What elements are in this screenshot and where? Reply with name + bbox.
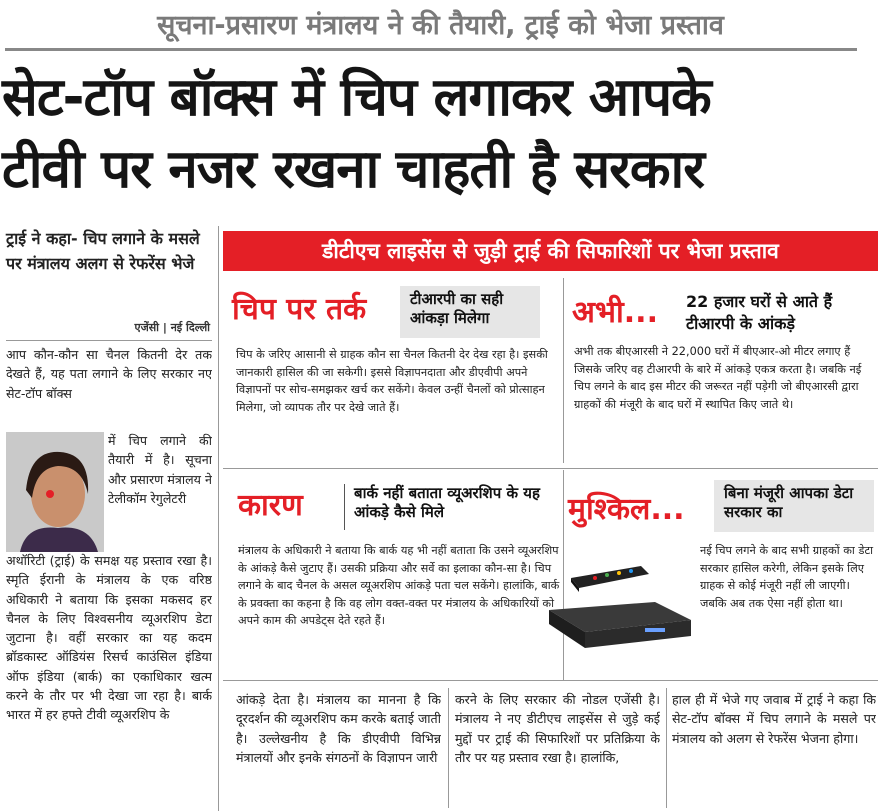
box-divider-top (563, 278, 564, 463)
column-divider-2 (448, 688, 449, 808)
box-karan-label: कारण (238, 488, 303, 523)
box-tark-subhead-bg (400, 286, 540, 338)
box-abhi-label: अभी... (572, 295, 658, 330)
box-karan-separator (344, 484, 345, 530)
box-abhi-text: अभी तक बीएआरसी ने 22,000 घरों में बीएआर-ओ मीटर लगाए हैं जिसके जरिए वह टीआरपी के बारे में आंकड़े एकत्र करता है। जबकि नई चिप लगने के बाद इस मीटर की जरूरत नहीं पड़ेगी जो बीएआरसी द्वारा ग्राहकों की मंजूरी के बाद घरों में स्थापित किए जाते थे। (574, 345, 862, 411)
box-karan-text: मंत्रालय के अधिकारी ने बताया कि बार्क यह भी नहीं बताता कि उसने व्यूअरशिप के आंकड़े कैसे जुटाए हैं। उसकी प्रक्रिया और सर्वे का इलाका कौन-सा है। चिप लगाने के बाद चैनल के असल व्यूअरशिप आंकड़े पता चल सकेंगे। हालांकि, बार्क के प्रवक्ता का कहना है कि वह लोग वक्त-वक्त पर मंत्रालय के अधिकारियों को अपने काम की अपडेट्स देते रहते हैं। (238, 544, 560, 627)
box-row-divider (223, 468, 878, 469)
article-column-3: करने के लिए सरकार की नोडल एजेंसी है। मंत्रालय ने नए डीटीएच लाइसेंस से जुड़े कई मुद्दों पर ट्राई की सिफारिशों पर प्रतिक्रिया के तौर पर यह प्रस्ताव रखा है। हालांकि, (455, 692, 660, 765)
article-column-4: हाल ही में भेजे गए जवाब में ट्राई ने कहा कि सेट-टॉप बॉक्स में चिप लगाने के मसले पर मंत्रालय को अलग से रेफरेंस भेजना होगा। (672, 692, 876, 746)
box-tark-text: चिप के जरिए आसानी से ग्राहक कौन सा चैनल कितनी देर देख रहा है। इसकी जानकारी हासिल की जा सकेगी। इससे विज्ञापनदाता और डीएवीपी अपने विज्ञापनों पर सोच-समझकर खर्च कर सकेंगे। केवल उन्हीं चैनलों को प्रोत्साहन मिलेगा, जो व्यापक तौर पर देखे जाते हैं। (236, 348, 548, 414)
article-column-2: आंकड़े देता है। मंत्रालय का मानना है कि दूरदर्शन की व्यूअरशिप कम करके बताई जाती है। उल्लेखनीय है कि डीएवीपी विभिन्न मंत्रालयों और इनके संगठनों के विज्ञापन जारी (236, 692, 441, 765)
box-karan-subhead: बार्क नहीं बताता व्यूअरशिप के यह आंकड़े कैसे मिले (354, 484, 540, 521)
side-deck: ट्राई ने कहा- चिप लगाने के मसले पर मंत्रालय अलग से रेफरेंस भेजे (6, 229, 200, 273)
kicker: सूचना-प्रसारण मंत्रालय ने की तैयारी, ट्राई को भेजा प्रस्ताव (157, 10, 724, 41)
box-tark-label: चिप पर तर्क (232, 292, 367, 327)
box-abhi-subhead-2: टीआरपी के आंकड़े (686, 314, 795, 333)
set-top-box-icon (545, 562, 695, 652)
portrait-image (6, 432, 104, 552)
kicker-rule (5, 48, 857, 51)
box-bottom-rule (223, 680, 878, 681)
box-tark-subhead: टीआरपी का सही आंकड़ा मिलेगा (410, 290, 504, 327)
column-divider-3 (666, 688, 667, 808)
box-abhi-subhead-1: 22 हजार घरों से आते हैं (686, 292, 833, 311)
box-mushkil-subhead: बिना मंजूरी आपका डेटा सरकार का (724, 484, 854, 521)
box-mushkil-label: मुश्किल... (568, 492, 685, 527)
headline-line-1: सेट-टॉप बॉक्स में चिप लगाकर आपके (2, 67, 711, 128)
article-paragraph-main: अथॉरिटी (ट्राई) के समक्ष यह प्रस्ताव रखा है। स्मृति ईरानी के मंत्रालय के एक वरिष्ठ अधिकारी ने बताया कि इसका मकसद हर चैनल के लिए विश्वसनीय व्यूअरशिप डेटा जुटाना है। वहीं सरकार का यह कदम ब्रॉडकास्ट ऑडियंस रिसर्च काउंसिल इंडिया ऑफ इंडिया (बार्क) का एकाधिकार खत्म करने के तौर पर भी देखा जा रहा है। बार्क भारत में हर हफ्ते टीवी व्यूअरशिप के (6, 553, 212, 723)
byline: एजेंसी | नई दिल्ली (134, 321, 210, 334)
headline-line-2: टीवी पर नजर रखना चाहती है सरकार (2, 139, 704, 200)
minister-photo (6, 432, 104, 552)
set-top-box-image (545, 562, 695, 652)
box-mushkil-text: नई चिप लगने के बाद सभी ग्राहकों का डेटा सरकार हासिल करेगी, लेकिन इसके लिए ग्राहक से कोई मंजूरी नहीं ली जाएगी। जबकि अब तक ऐसा नहीं होता था। (700, 544, 874, 610)
article-paragraph-intro: आप कौन-कौन सा चैनल कितनी देर तक देखते हैं, यह पता लगाने के लिए सरकार नए सेट-टॉप बॉक्स (6, 347, 212, 401)
info-banner: डीटीएच लाइसेंस से जुड़ी ट्राई की सिफारिशों पर भेजा प्रस्ताव (223, 231, 878, 271)
column-divider-left (218, 226, 219, 811)
article-paragraph-wrap: में चिप लगाने की तैयारी में है। सूचना और प्रसारण मंत्रालय ने टेलीकॉम रेगुलेटरी (108, 433, 212, 506)
box-mushkil-subhead-bg (714, 480, 874, 532)
side-divider (6, 340, 212, 341)
